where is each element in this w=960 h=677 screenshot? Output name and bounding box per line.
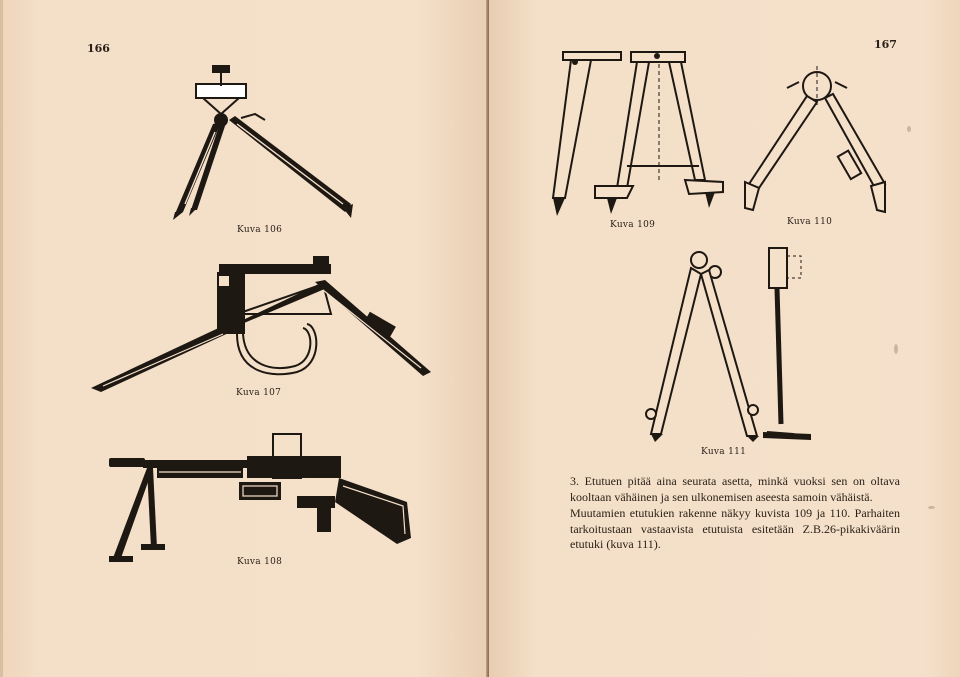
paper-speck — [894, 344, 898, 354]
caption-108: Kuva 108 — [237, 557, 283, 567]
tripod-107-drawing — [87, 254, 433, 394]
paper-speck — [907, 126, 911, 132]
front-support-109-drawing — [545, 48, 727, 218]
caption-111: Kuva 111 — [701, 447, 747, 457]
paragraph-1: 3. Etutuen pitää aina seurata asetta, minkä vuoksi sen on oltava kooltaan vähäinen ja sen ulkonemisen aseesta samoin vähäistä. — [570, 474, 900, 504]
bipod-111-drawing — [643, 244, 817, 444]
caption-110: Kuva 110 — [787, 217, 833, 227]
paper-speck — [928, 506, 935, 509]
page-number-right: 167 — [874, 38, 897, 51]
paragraph-2: Muutamien etutukien rakenne näkyy kuvista 109 ja 110. Parhaiten tarkoitustaan vastaavista etutuista esitetään Z.B.26-pikakiväärin etutuki (kuva 111). — [570, 506, 900, 551]
caption-107: Kuva 107 — [236, 388, 282, 398]
rifle-bipod-108-drawing — [107, 432, 417, 566]
caption-109: Kuva 109 — [610, 220, 656, 230]
tripod-106-drawing — [163, 62, 363, 224]
body-text — [570, 474, 900, 553]
right-page — [489, 0, 960, 677]
bipod-110-drawing — [739, 64, 889, 216]
caption-106: Kuva 106 — [237, 225, 283, 235]
page-number-left: 166 — [87, 42, 110, 55]
